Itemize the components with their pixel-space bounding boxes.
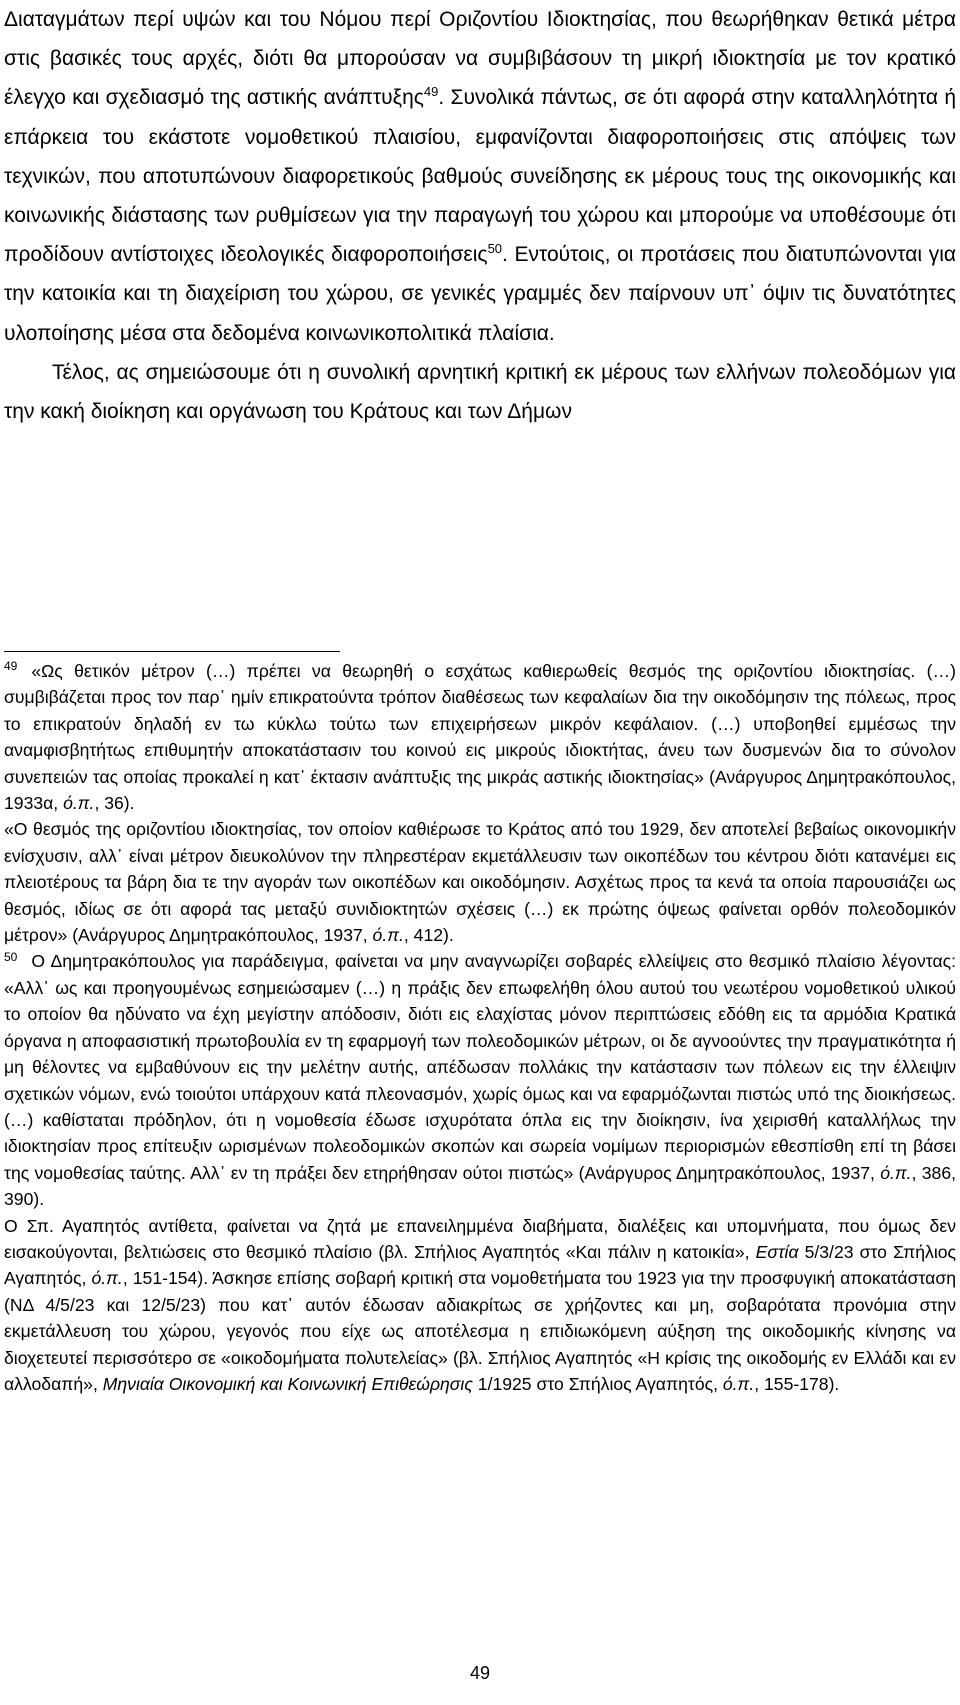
page-number: 49 bbox=[469, 1663, 491, 1683]
footnote-marker: 50 bbox=[4, 949, 18, 964]
footnote-text: 1/1925 στο Σπήλιος Αγαπητός, bbox=[472, 1373, 723, 1394]
footnote-50 bbox=[4, 948, 956, 1212]
body-paragraph: Τέλος, ας σημειώσουμε ότι η συνολική αρνητική κριτική εκ μέρους των ελλήνων πολεοδόμων για την κακή διοίκηση και οργάνωση του Κράτους και των Δήμων bbox=[4, 361, 956, 424]
footnote-italic: ό.π. bbox=[880, 1162, 912, 1183]
footnote-separator bbox=[4, 651, 340, 652]
footnote-italic: ό.π. bbox=[372, 925, 404, 946]
footnote-text: «Ως θετικόν μέτρον (…) πρέπει να θεωρηθή ο εσχάτως καθιερωθείς θεσμός της οριζοντίου ιδιοκτησίας. (…) συμβιβάζεται προς τον παρ᾽ ημίν επικρατούντα τρόπον διαθέσεως των κεφαλαίων δια την οικοδόμησιν της πόλεως, προς το επικρατούν δηλαδή εν τω κύκλω τούτω των επιχειρήσεων μικρόν κεφάλαιον. (…) υποβοηθεί εμμέσως την αναμφισβητήτως επιθυμητήν αποκατάστασιν του κοινού εις μικρούς ιδιοκτήτας, άνευ των δυσμενών δια το σύνολον συνεπειών τας οποίας προκαλεί η κατ᾽ έκτασιν ανάπτυξις της μικράς αστικής ιδιοκτησίας» (Ανάργυρος Δημητρακόπουλος, 1933α, bbox=[4, 661, 956, 814]
footnote-50-continued bbox=[4, 1213, 956, 1398]
body-text-segment: Διαταγμάτων περί υψών και του Νόμου περί Οριζοντίου Ιδιοκτησίας, που θεωρήθηκαν θετικά μέτρα στις βασικές τους αρχές, διότι θα μπορούσαν να συμβιβάσουν τη μικρή ιδιοκτησία με τον κρατικό έλεγχο και σχεδιασμό της αστικής ανάπτυξης bbox=[4, 8, 956, 110]
footnote-marker: 49 bbox=[4, 659, 18, 674]
footnote-text: , 151-154). Άσκησε επίσης σοβαρή κριτική στα νομοθετήματα του 1923 για την προσφυγική αποκατάσταση (ΝΔ 4/5/23 και 12/5/23) που κατ᾽ αυτόν έδωσαν αδιακρίτως σε χρήζοντες και μη, σοβαρότατα προνόμια στην εκμετάλλευση του χώρου, γεγονός που είχε ως αποτέλεσμα η επιδιωκόμενη αύξηση της οικοδομικής κίνησης να διοχετευτεί περισσότερο σε «οικοδομήματα πολυτελείας» (βλ. Σπήλιος Αγαπητός «Η κρίσις της οικοδομής εν Ελλάδι και εν αλλοδαπή», bbox=[4, 1268, 956, 1394]
footnote-text: , 36). bbox=[94, 793, 135, 814]
footnote-49-continued bbox=[4, 816, 956, 948]
footnote-italic: ό.π. bbox=[63, 793, 95, 814]
footnote-italic: Εστία bbox=[755, 1241, 799, 1262]
footnote-italic: ό.π. bbox=[91, 1268, 123, 1289]
footnote-ref-50[interactable]: 50 bbox=[487, 241, 503, 257]
footnote-text: 5/3/23 στο Σπήλιος Αγαπητός, bbox=[4, 1241, 956, 1289]
body-paragraph bbox=[4, 0, 956, 353]
footnote-text: «Ο θεσμός της οριζοντίου ιδιοκτησίας, τον οποίον καθιέρωσε το Κράτος από του 1929, δεν αποτελεί βεβαίως οικονομικήν ενίσχυσιν, αλλ᾽ είναι μέτρον διευκολύνον την πληρεστέραν εκμετάλλευσιν των οικοπέδων του κέντρου διότι κατανέμει εις πλειοτέρους τα βάρη δια τε την αγοράν των οικοπέδων και οικοδόμησιν. Ασχέτως προς τα κενά τα οποία παρουσιάζει ως θεσμός, ιδίως σε ότι αφορά τας μεταξύ συνιδιοκτητών σχέσεις (…) εκ πρώτης όψεως φαίνεται ορθόν πολεοδομικόν μέτρον» (Ανάργυρος Δημητρακόπουλος, 1937, bbox=[4, 819, 956, 946]
footnote-italic: ό.π. bbox=[722, 1373, 755, 1394]
footnote-text: , 412). bbox=[403, 925, 454, 946]
body-text-segment: . Συνολικά πάντως, σε ότι αφορά στην καταλληλότητα ή επάρκεια του εκάστοτε νομοθετικού πλαισίου, εμφανίζονται διαφοροποιήσεις στις απόψεις των τεχνικών, που αποτυπώνουν διαφορετικούς βαθμούς συνείδησης εκ μέρους τους της οικονομικής και κοινωνικής διάστασης των ρυθμίσεων για την παραγωγή του χώρου και μπορούμε να υποθέσουμε ότι προδίδουν αντίστοιχες ιδεολογικές διαφοροποιήσεις bbox=[4, 86, 957, 267]
footnote-text: Ο Δημητρακόπουλος για παράδειγμα, φαίνεται να μην αναγνωρίζει σοβαρές ελλείψεις στο θεσμικό πλαίσιο λέγοντας: «Αλλ᾽ ως και προηγουμένως εσημειώσαμεν (…) η πράξις δεν επωφελήθη όλου αυτού του νεωτέρου νομοθετικού υλικού το οποίον θα ηδύνατο να έχη μεγίστην απόδοσιν, διότι εις ελαχίστας μόνον περιπτώσεις εδόθη εις τα αρμόδια Κρατικά όργανα η αποφασιστική πρωτοβουλία εν τη εφαρμογή των πολεοδομικών μέτρων, οι δε αγνοούντες την πραγματικότητα ή μη θέλοντες να εμβαθύνουν εις την μελέτην αυτής, απέδωσαν πολλάκις την κατάστασιν των πόλεων εις την έλλειψιν σχετικών νόμων, ενώ τοιούτοι υπάρχουν κατά πλεονασμόν, χωρίς όμως και να εφαρμόζωνται πιστώς υπό της διοικήσεως. (…) καθίσταται πρόδηλον, ότι η νομοθεσία έδωσε ισχυρότατα όπλα εις την διοίκησιν, ίνα χειρισθή καταλλήλως την ιδιοκτησίαν προς επίτευξιν ωρισμένων πολεοδομικών σκοπών και σωρεία νομίμων περιορισμών εθεσπίσθη επί τη βάσει της νομοθεσίας ταύτης. Αλλ᾽ εν τη πράξει δεν ετηρήθησαν ούτοι πιστώς» (Ανάργυρος Δημητρακόπουλος, 1937, bbox=[4, 951, 956, 1183]
footnote-ref-49[interactable]: 49 bbox=[423, 84, 439, 100]
footnotes bbox=[4, 658, 956, 1397]
footnote-italic: Μηνιαία Οικονομική και Κοινωνική Επιθεώρησις bbox=[102, 1373, 473, 1394]
footnote-49 bbox=[4, 658, 956, 816]
footnote-text: Ο Σπ. Αγαπητός αντίθετα, φαίνεται να ζητά με επανειλημμένα διαβήματα, διαλέξεις και υπομνήματα, που όμως δεν εισακούγονται, βελτιώσεις στο θεσμικό πλαίσιο (βλ. Σπήλιος Αγαπητός «Και πάλιν η κατοικία», bbox=[4, 1215, 956, 1262]
footnote-text: , 386, 390). bbox=[4, 1162, 956, 1210]
body-text-segment: . Εντούτοις, οι προτάσεις που διατυπώνονται για την κατοικία και τη διαχείριση του χώρου, σε γενικές γραμμές δεν παίρνουν υπ᾽ όψιν τις δυνατότητες υλοποίησης μέσα στα δεδομένα κοινωνικοπολιτικά πλαίσια. bbox=[4, 243, 956, 345]
footnote-text: , 155-178). bbox=[754, 1373, 840, 1394]
